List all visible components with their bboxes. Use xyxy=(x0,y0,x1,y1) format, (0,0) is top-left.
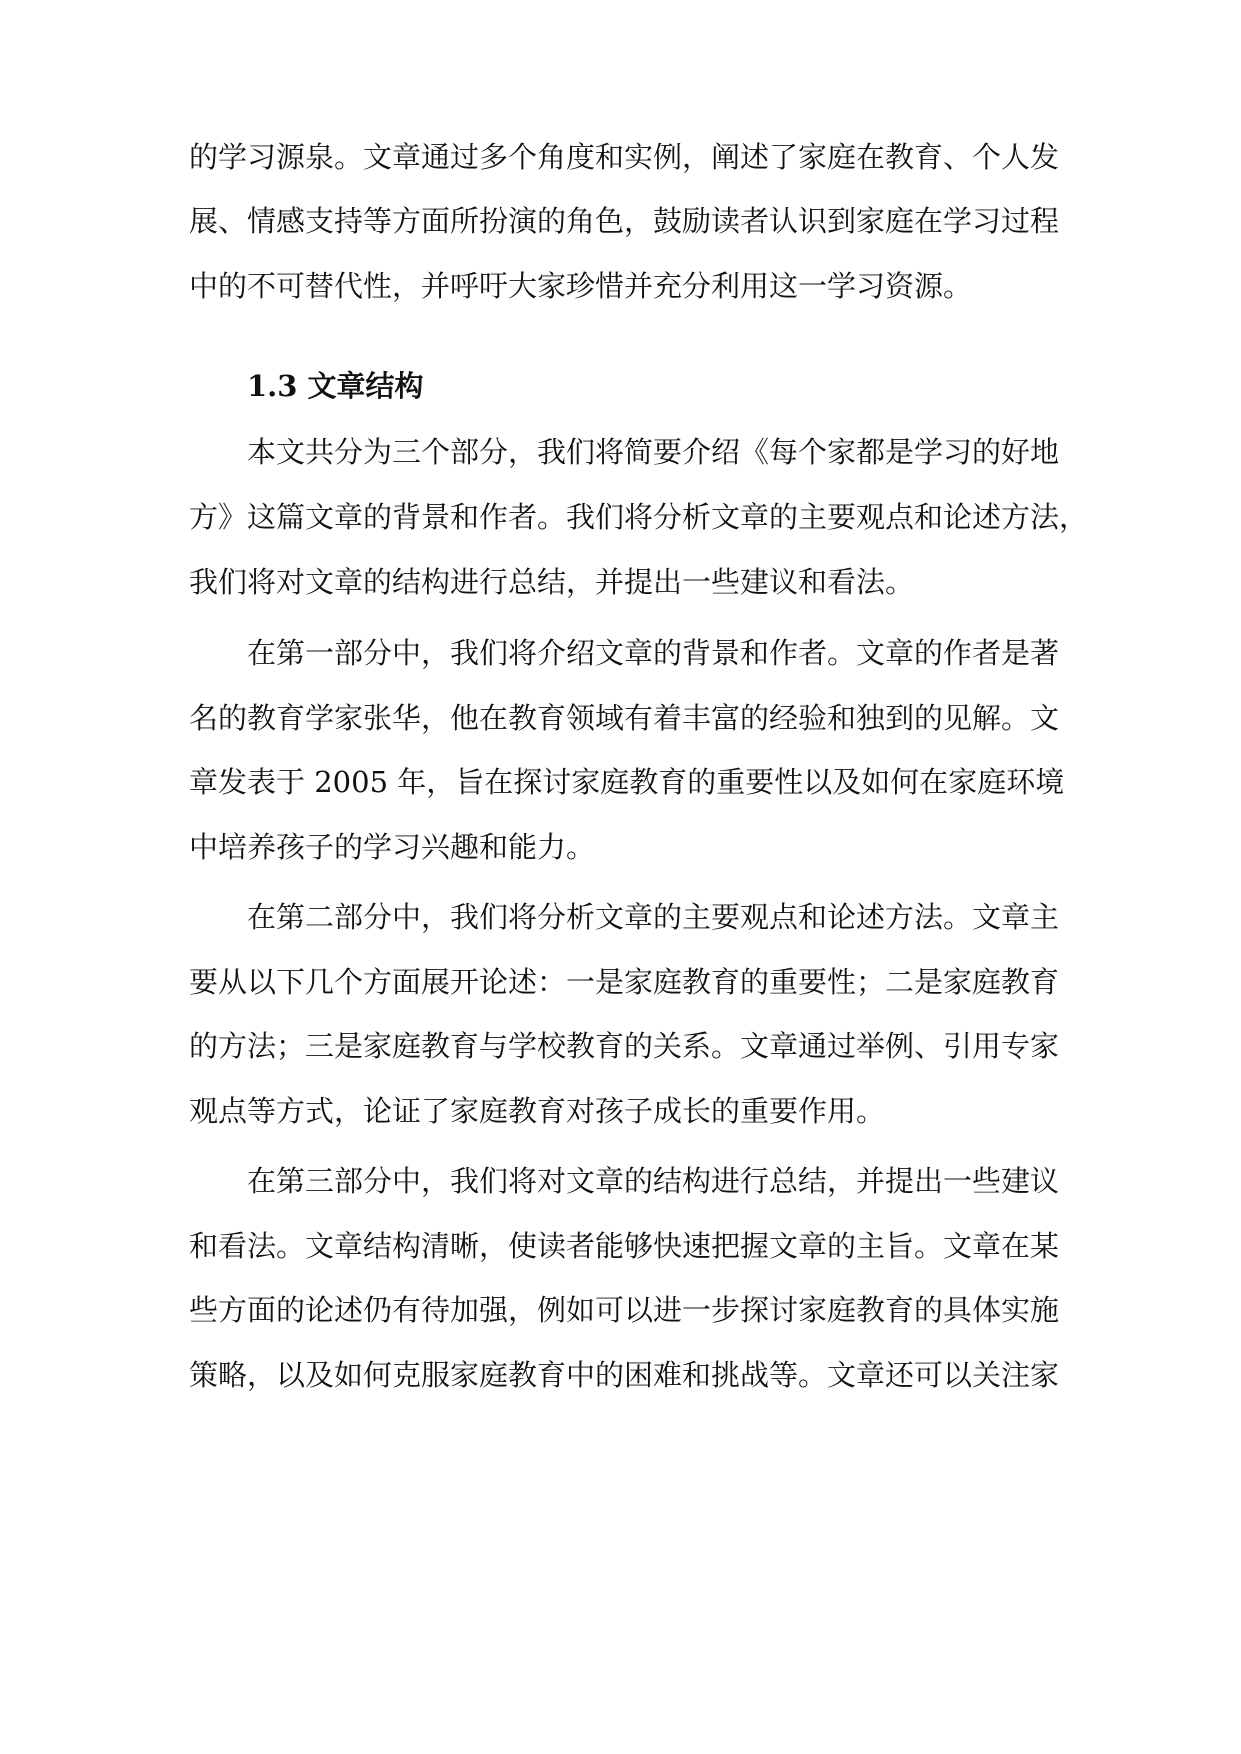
paragraph-4-line-3: 些方面的论述仍有待加强，例如可以进一步探讨家庭教育的具体实施 xyxy=(189,1293,1060,1327)
paragraph-1-line-2: 方》这篇文章的背景和作者。我们将分析文章的主要观点和论述方法， xyxy=(189,500,1089,534)
paragraph-1-line-1: 本文共分为三个部分，我们将简要介绍《每个家都是学习的好地 xyxy=(247,435,1060,469)
intro-line-3: 中的不可替代性，并呼吁大家珍惜并充分利用这一学习资源。 xyxy=(189,269,973,303)
paragraph-2-line-2: 名的教育学家张华，他在教育领域有着丰富的经验和独到的见解。文 xyxy=(189,701,1060,735)
paragraph-3-line-2: 要从以下几个方面展开论述：一是家庭教育的重要性；二是家庭教育 xyxy=(189,965,1060,999)
paragraph-3-line-4: 观点等方式，论证了家庭教育对孩子成长的重要作用。 xyxy=(189,1094,886,1128)
section-heading: 1.3 文章结构 xyxy=(247,369,424,403)
paragraph-2-line-1: 在第一部分中，我们将介绍文章的背景和作者。文章的作者是著 xyxy=(247,636,1060,670)
intro-line-1: 的学习源泉。文章通过多个角度和实例，阐述了家庭在教育、个人发 xyxy=(189,140,1060,174)
paragraph-4-line-2: 和看法。文章结构清晰，使读者能够快速把握文章的主旨。文章在某 xyxy=(189,1229,1060,1263)
intro-line-2: 展、情感支持等方面所扮演的角色，鼓励读者认识到家庭在学习过程 xyxy=(189,204,1060,238)
paragraph-3-line-1: 在第二部分中，我们将分析文章的主要观点和论述方法。文章主 xyxy=(247,900,1060,934)
paragraph-3-line-3: 的方法；三是家庭教育与学校教育的关系。文章通过举例、引用专家 xyxy=(189,1029,1060,1063)
paragraph-4-line-1: 在第三部分中，我们将对文章的结构进行总结，并提出一些建议 xyxy=(247,1164,1060,1198)
paragraph-1-line-3: 我们将对文章的结构进行总结，并提出一些建议和看法。 xyxy=(189,565,915,599)
paragraph-2-line-3: 章发表于 2005 年，旨在探讨家庭教育的重要性以及如何在家庭环境 xyxy=(189,765,1065,799)
paragraph-2-line-4: 中培养孩子的学习兴趣和能力。 xyxy=(189,830,596,864)
paragraph-4-line-4: 策略，以及如何克服家庭教育中的困难和挑战等。文章还可以关注家 xyxy=(189,1358,1060,1392)
